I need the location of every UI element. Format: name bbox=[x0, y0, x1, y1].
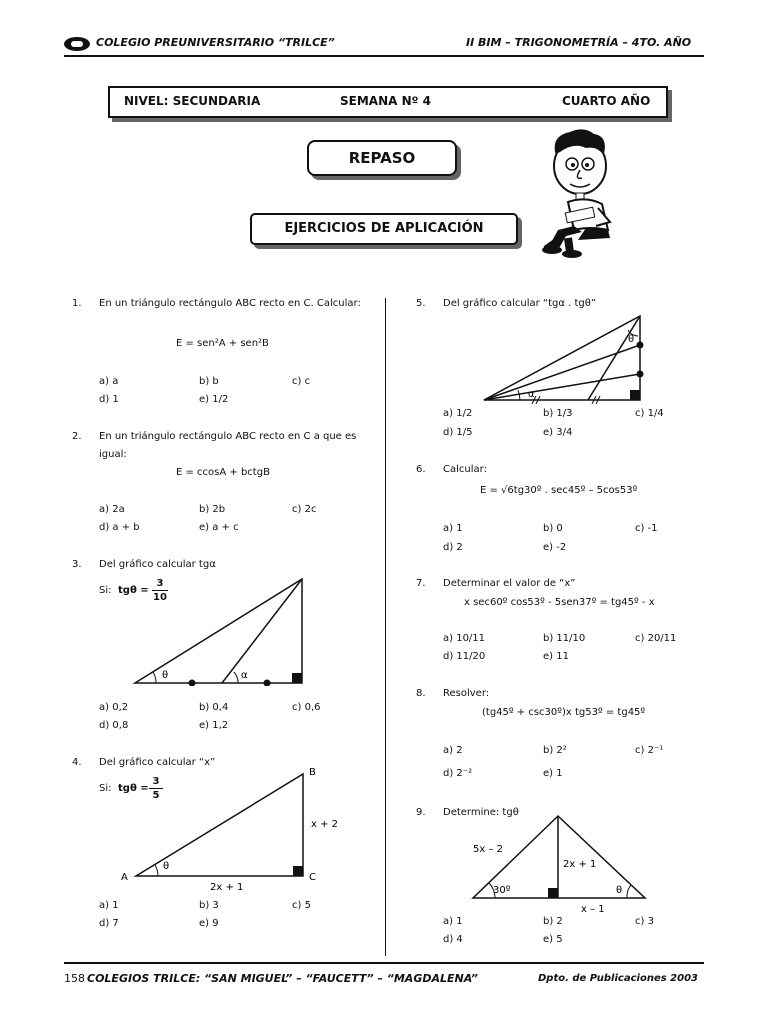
option-d: d) 0,8 bbox=[99, 720, 129, 731]
question-number: 7. bbox=[416, 578, 426, 589]
base-label: x – 1 bbox=[581, 904, 605, 915]
option-a: a) a bbox=[99, 376, 119, 387]
option-e: e) 1,2 bbox=[199, 720, 229, 731]
option-b: b) 0 bbox=[543, 523, 563, 534]
option-e: e) 1 bbox=[543, 768, 563, 779]
option-c: c) 20/11 bbox=[635, 633, 677, 644]
option-e: e) 5 bbox=[543, 934, 563, 945]
option-c: c) 0,6 bbox=[292, 702, 321, 713]
option-e: e) a + c bbox=[199, 522, 239, 533]
question-number: 3. bbox=[72, 559, 82, 570]
page-title: REPASO bbox=[307, 140, 457, 176]
option-e: e) 1/2 bbox=[199, 394, 229, 405]
school-logo bbox=[64, 37, 90, 51]
option-e: e) 3/4 bbox=[543, 427, 573, 438]
header-rule bbox=[64, 55, 704, 57]
footer-department: Dpto. de Publicaciones 2003 bbox=[538, 973, 698, 984]
alpha-label: α bbox=[528, 389, 535, 400]
given-lhs: tgθ = bbox=[118, 585, 149, 596]
question-number: 5. bbox=[416, 298, 426, 309]
given-prefix: Si: bbox=[99, 585, 112, 596]
option-b: b) 11/10 bbox=[543, 633, 586, 644]
level-label: NIVEL: SECUNDARIA bbox=[124, 94, 261, 108]
option-c: c) 2⁻¹ bbox=[635, 745, 664, 756]
option-a: a) 10/11 bbox=[443, 633, 486, 644]
option-b: b) 1/3 bbox=[543, 408, 573, 419]
info-bar bbox=[108, 86, 668, 118]
fraction-numerator: 3 bbox=[156, 578, 164, 589]
side-bc-label: x + 2 bbox=[311, 819, 339, 830]
question-formula: E = ccosA + bctgB bbox=[176, 467, 270, 478]
figure-q9 bbox=[465, 812, 655, 916]
option-a: a) 2a bbox=[99, 504, 125, 515]
option-d: d) 2 bbox=[443, 542, 463, 553]
vertex-a-label: A bbox=[121, 872, 128, 883]
option-a: a) 1 bbox=[443, 916, 463, 927]
option-b: b) 0,4 bbox=[199, 702, 229, 713]
vertex-c-label: C bbox=[309, 872, 316, 883]
option-e: e) 11 bbox=[543, 651, 569, 662]
question-text: Resolver: bbox=[443, 688, 490, 699]
option-b: b) 2b bbox=[199, 504, 226, 515]
theta-label: θ bbox=[616, 885, 623, 896]
page-number: 158 bbox=[64, 972, 85, 985]
question-text: Determinar el valor de “x” bbox=[443, 578, 576, 589]
question-text: Del gráfico calcular “x” bbox=[99, 757, 216, 768]
option-d: d) 7 bbox=[99, 918, 119, 929]
column-divider bbox=[385, 298, 386, 956]
question-number: 1. bbox=[72, 298, 82, 309]
fraction-numerator: 3 bbox=[152, 776, 160, 787]
side-ac-label: 2x + 1 bbox=[210, 882, 244, 893]
option-d: d) 1/5 bbox=[443, 427, 473, 438]
option-a: a) 1 bbox=[443, 523, 463, 534]
theta-label: θ bbox=[162, 670, 169, 681]
given-lhs: tgθ = bbox=[118, 783, 149, 794]
page-subtitle: EJERCICIOS DE APLICACIÓN bbox=[250, 213, 518, 245]
question-number: 2. bbox=[72, 431, 82, 442]
option-d: d) 1 bbox=[99, 394, 119, 405]
question-text: Del gráfico calcular tgα bbox=[99, 559, 216, 570]
theta-label: θ bbox=[628, 334, 635, 345]
option-c: c) 2c bbox=[292, 504, 317, 515]
option-c: c) 3 bbox=[635, 916, 654, 927]
question-text: En un triángulo rectángulo ABC recto en C. Calcular: bbox=[99, 298, 361, 309]
theta-label: θ bbox=[163, 861, 170, 872]
option-a: a) 0,2 bbox=[99, 702, 129, 713]
figure-q4 bbox=[116, 762, 346, 894]
option-d: d) 4 bbox=[443, 934, 463, 945]
question-text: Calcular: bbox=[443, 464, 487, 475]
footer-schools: COLEGIOS TRILCE: “SAN MIGUEL” – “FAUCETT” – “MAGDALENA” bbox=[87, 972, 478, 985]
header-course: II BIM – TRIGONOMETRÍA – 4TO. AÑO bbox=[466, 36, 692, 49]
student-cartoon-illustration bbox=[538, 126, 628, 262]
question-formula: x sec60º cos53º - 5sen37º = tg45º - x bbox=[464, 597, 655, 608]
week-label: SEMANA Nº 4 bbox=[340, 94, 431, 108]
alpha-label: α bbox=[241, 670, 248, 681]
figure-q3 bbox=[130, 574, 310, 686]
option-b: b) 2² bbox=[543, 745, 567, 756]
option-c: c) 1/4 bbox=[635, 408, 664, 419]
fraction-denominator: 5 bbox=[149, 788, 163, 802]
height-label: 2x + 1 bbox=[563, 859, 597, 870]
question-formula: E = √6tg30º . sec45º – 5cos53º bbox=[480, 485, 638, 496]
angle-30-label: 30º bbox=[493, 885, 511, 896]
question-text: En un triángulo rectángulo ABC recto en C a que es igual: bbox=[99, 431, 357, 460]
option-d: d) 2⁻² bbox=[443, 768, 473, 779]
question-number: 4. bbox=[72, 757, 82, 768]
question-text: Determine: tgθ bbox=[443, 807, 519, 818]
grade-label: CUARTO AÑO bbox=[562, 94, 651, 108]
option-d: d) a + b bbox=[99, 522, 140, 533]
option-c: c) c bbox=[292, 376, 311, 387]
option-d: d) 11/20 bbox=[443, 651, 486, 662]
figure-q5 bbox=[480, 312, 650, 404]
question-number: 8. bbox=[416, 688, 426, 699]
option-b: b) b bbox=[199, 376, 219, 387]
fraction-denominator: 10 bbox=[153, 592, 167, 603]
question-formula: E = sen²A + sen²B bbox=[176, 338, 269, 349]
question-formula: (tg45º + csc30º)x tg53º = tg45º bbox=[482, 707, 646, 718]
side-label: 5x – 2 bbox=[473, 844, 503, 855]
option-a: a) 1 bbox=[99, 900, 119, 911]
question-text: Del gráfico calcular “tgα . tgθ” bbox=[443, 298, 597, 309]
footer-rule bbox=[64, 962, 704, 964]
option-e: e) 9 bbox=[199, 918, 219, 929]
option-a: a) 2 bbox=[443, 745, 463, 756]
option-c: c) -1 bbox=[635, 523, 658, 534]
option-e: e) -2 bbox=[543, 542, 567, 553]
question-number: 9. bbox=[416, 807, 426, 818]
vertex-b-label: B bbox=[309, 767, 316, 778]
question-number: 6. bbox=[416, 464, 426, 475]
option-b: b) 3 bbox=[199, 900, 219, 911]
header-school-name: COLEGIO PREUNIVERSITARIO “TRILCE” bbox=[96, 36, 335, 49]
option-b: b) 2 bbox=[543, 916, 563, 927]
option-a: a) 1/2 bbox=[443, 408, 473, 419]
option-c: c) 5 bbox=[292, 900, 311, 911]
given-prefix: Si: bbox=[99, 783, 112, 794]
